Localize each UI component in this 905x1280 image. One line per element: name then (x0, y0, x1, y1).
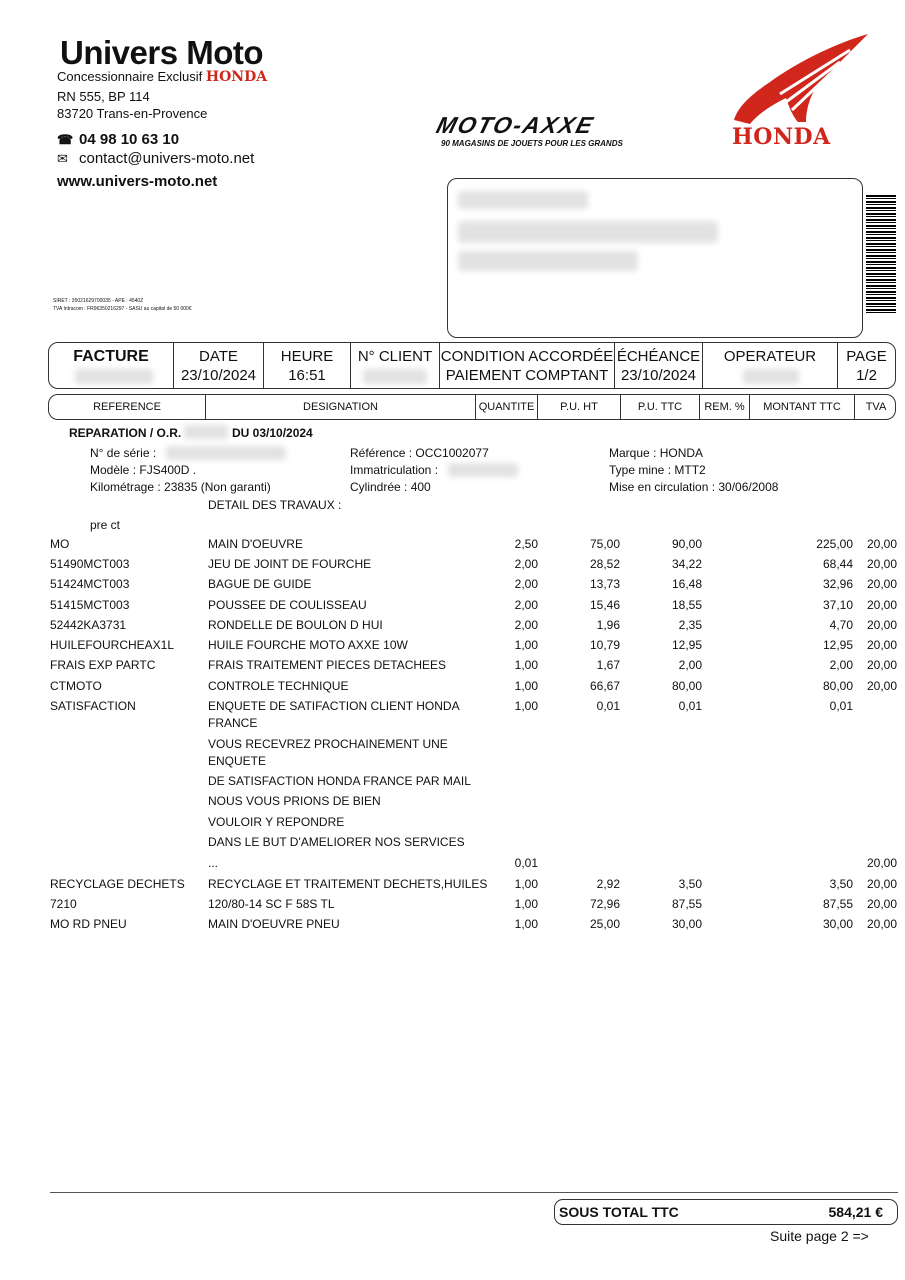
motoaxxe-tagline: 90 MAGASINS DE JOUETS POUR LES GRANDS (441, 139, 623, 148)
line-unit-price-ttc: 90,00 (671, 537, 702, 551)
date-label: DATE (199, 348, 238, 365)
line-unit-price-ttc: 30,00 (671, 917, 702, 931)
line-amount-ttc: 0,01 (829, 699, 853, 713)
line-vat: 20,00 (866, 618, 897, 632)
legal-line-2: TVA Intracom : FR96350216297 - SASU au capital de 50 000€ (53, 306, 192, 312)
mail-icon: ✉ (57, 151, 68, 166)
line-quantity: 1,00 (514, 638, 538, 652)
barcode (866, 195, 896, 315)
line-unit-price-ttc: 18,55 (671, 598, 702, 612)
redacted-name (458, 191, 588, 209)
line-designation: CONTROLE TECHNIQUE (208, 679, 349, 693)
line-item-row (0, 577, 905, 597)
line-unit-price-ht: 13,73 (589, 577, 620, 591)
col-rem: REM. % (700, 395, 750, 419)
line-reference: 51415MCT003 (50, 598, 130, 612)
email-text: contact@univers-moto.net (79, 150, 255, 167)
operateur-label: OPERATEUR (723, 348, 817, 365)
line-item-row (0, 774, 905, 794)
line-item-row (0, 598, 905, 618)
line-unit-price-ht: 72,96 (589, 897, 620, 911)
line-unit-price-ht: 15,46 (589, 598, 620, 612)
line-item-row (0, 716, 905, 736)
header-condition (440, 343, 615, 388)
line-vat: 20,00 (866, 897, 897, 911)
registration-label: Immatriculation : (350, 463, 439, 477)
line-designation: FRAIS TRAITEMENT PIECES DETACHEES (208, 658, 447, 672)
line-reference: FRAIS EXP PARTC (50, 658, 156, 672)
company-subtitle (57, 69, 267, 85)
repair-title-text: REPARATION / O.R. (69, 426, 182, 440)
line-reference: HUILEFOURCHEAX1L (50, 638, 175, 652)
line-designation: NOUS VOUS PRIONS DE BIEN (208, 794, 381, 808)
model: Modèle : FJS400D . (90, 463, 197, 477)
redacted-address-2 (458, 251, 638, 271)
line-amount-ttc: 32,96 (822, 577, 853, 591)
subtitle-brand: HONDA (205, 69, 268, 85)
motoaxxe-logo (433, 112, 717, 148)
company-email (57, 150, 254, 167)
line-designation: RONDELLE DE BOULON D HUI (208, 618, 383, 632)
repair-note: pre ct (90, 518, 121, 532)
line-amount-ttc: 37,10 (822, 598, 853, 612)
line-vat: 20,00 (866, 877, 897, 891)
subtitle-text: Concessionnaire Exclusif (57, 69, 203, 84)
line-designation: VOUS RECEVREZ PROCHAINEMENT UNE (208, 737, 448, 751)
line-reference: MO (50, 537, 70, 551)
col-montant-ttc: MONTANT TTC (750, 395, 855, 419)
col-designation: DESIGNATION (206, 395, 476, 419)
line-unit-price-ht: 1,96 (596, 618, 620, 632)
line-amount-ttc: 87,55 (822, 897, 853, 911)
line-amount-ttc: 225,00 (816, 537, 853, 551)
line-item-row (0, 638, 905, 658)
line-unit-price-ht: 25,00 (589, 917, 620, 931)
line-designation: FRANCE (208, 716, 258, 730)
line-vat: 20,00 (866, 658, 897, 672)
line-unit-price-ttc: 87,55 (671, 897, 702, 911)
line-vat: 20,00 (866, 917, 897, 931)
line-amount-ttc: 80,00 (822, 679, 853, 693)
phone-text: 04 98 10 63 10 (79, 131, 180, 148)
line-amount-ttc: 12,95 (822, 638, 853, 652)
col-pu-ttc: P.U. TTC (621, 395, 700, 419)
line-designation: JEU DE JOINT DE FOURCHE (208, 557, 372, 571)
line-item-row (0, 679, 905, 699)
line-quantity: 1,00 (514, 679, 538, 693)
line-amount-ttc: 3,50 (829, 877, 853, 891)
line-unit-price-ht: 10,79 (589, 638, 620, 652)
line-designation: RECYCLAGE ET TRAITEMENT DECHETS,HUILES (208, 877, 488, 891)
honda-brand-text: HONDA (732, 124, 831, 150)
header-client (351, 343, 440, 388)
line-quantity: 2,00 (514, 557, 538, 571)
line-amount-ttc: 30,00 (822, 917, 853, 931)
line-unit-price-ttc: 0,01 (678, 699, 702, 713)
line-item-row (0, 897, 905, 917)
legal-line-1: SIRET : 35021629700035 - APE : 4540Z (53, 298, 144, 304)
line-unit-price-ttc: 80,00 (671, 679, 702, 693)
line-quantity: 1,00 (514, 699, 538, 713)
header-date (174, 343, 264, 388)
client-label: N° CLIENT (357, 348, 433, 365)
line-vat: 20,00 (866, 598, 897, 612)
line-designation: MAIN D'OEUVRE (208, 537, 303, 551)
line-designation: MAIN D'OEUVRE PNEU (208, 917, 340, 931)
redacted-registration (448, 463, 518, 477)
header-echeance (615, 343, 703, 388)
redacted-address-1 (458, 221, 718, 243)
invoice-header (48, 342, 896, 389)
condition-label: CONDITION ACCORDÉE (440, 348, 614, 365)
column-headers (48, 394, 896, 420)
line-item-row (0, 658, 905, 678)
line-unit-price-ht: 1,67 (596, 658, 620, 672)
facture-label: FACTURE (73, 348, 149, 365)
line-designation: ENQUETE DE SATIFACTION CLIENT HONDA (208, 699, 460, 713)
col-reference: REFERENCE (49, 395, 206, 419)
line-unit-price-ttc: 12,95 (671, 638, 702, 652)
address-line-1: RN 555, BP 114 (57, 89, 150, 104)
line-vat: 20,00 (866, 537, 897, 551)
col-tva: TVA (865, 401, 887, 413)
line-designation: DANS LE BUT D'AMELIORER NOS SERVICES (208, 835, 465, 849)
heure-value: 16:51 (288, 367, 326, 384)
line-item-row (0, 815, 905, 835)
line-quantity: 2,50 (514, 537, 538, 551)
circulation-date: Mise en circulation : 30/06/2008 (609, 480, 779, 494)
line-quantity: 1,00 (514, 897, 538, 911)
line-item-row (0, 835, 905, 855)
line-reference: 52442KA3731 (50, 618, 127, 632)
line-unit-price-ttc: 3,50 (678, 877, 702, 891)
line-item-row (0, 557, 905, 577)
footer-divider (50, 1192, 898, 1193)
condition-value: PAIEMENT COMPTANT (445, 367, 609, 384)
line-item-row (0, 794, 905, 814)
line-item-row (0, 537, 905, 557)
line-unit-price-ht: 0,01 (596, 699, 620, 713)
repair-date: DU 03/10/2024 (232, 426, 313, 440)
line-designation: ... (208, 856, 219, 870)
phone-icon: ☎ (57, 132, 74, 147)
page-label: PAGE (846, 348, 887, 365)
redacted-or-number (184, 425, 228, 439)
make: Marque : HONDA (609, 446, 704, 460)
line-amount-ttc: 2,00 (829, 658, 853, 672)
line-quantity: 1,00 (514, 877, 538, 891)
line-designation: POUSSEE DE COULISSEAU (208, 598, 367, 612)
col-quantite: QUANTITE (476, 395, 538, 419)
company-phone (57, 131, 179, 148)
mileage: Kilométrage : 23835 (Non garanti) (90, 480, 271, 494)
line-item-row (0, 754, 905, 774)
line-reference: MO RD PNEU (50, 917, 127, 931)
line-vat: 20,00 (866, 557, 897, 571)
line-vat: 20,00 (866, 856, 897, 870)
line-reference: 51490MCT003 (50, 557, 130, 571)
line-reference: SATISFACTION (50, 699, 136, 713)
line-designation: BAGUE DE GUIDE (208, 577, 312, 591)
date-value: 23/10/2024 (180, 367, 257, 384)
line-reference: CTMOTO (50, 679, 102, 693)
line-unit-price-ttc: 2,00 (678, 658, 702, 672)
page-value: 1/2 (856, 367, 877, 384)
line-item-row (0, 877, 905, 897)
type-mine: Type mine : MTT2 (609, 463, 706, 477)
line-amount-ttc: 4,70 (829, 618, 853, 632)
serial-label: N° de série : (90, 446, 157, 460)
continued-note: Suite page 2 => (770, 1228, 869, 1244)
line-amount-ttc: 68,44 (822, 557, 853, 571)
company-website: www.univers-moto.net (57, 173, 218, 190)
details-label: DETAIL DES TRAVAUX : (208, 498, 342, 512)
redacted-serial (166, 446, 286, 460)
header-facture (49, 343, 174, 388)
echeance-label: ÉCHÉANCE (616, 348, 701, 365)
subtotal-box (554, 1199, 898, 1225)
repair-title (69, 426, 181, 440)
subtotal-value: 584,21 € (828, 1204, 883, 1220)
reference: Référence : OCC1002077 (350, 446, 489, 460)
line-quantity: 2,00 (514, 598, 538, 612)
redacted-client-number (363, 369, 427, 384)
line-vat: 20,00 (866, 638, 897, 652)
line-item-row (0, 856, 905, 876)
line-quantity: 1,00 (514, 658, 538, 672)
subtotal-label: SOUS TOTAL TTC (559, 1204, 679, 1220)
line-designation: HUILE FOURCHE MOTO AXXE 10W (208, 638, 408, 652)
redacted-invoice-number (75, 369, 153, 384)
line-unit-price-ttc: 2,35 (678, 618, 702, 632)
echeance-value: 23/10/2024 (620, 367, 697, 384)
line-reference: RECYCLAGE DECHETS (50, 877, 185, 891)
line-designation: VOULOIR Y REPONDRE (208, 815, 345, 829)
company-name: Univers Moto (60, 34, 264, 71)
line-vat: 20,00 (866, 679, 897, 693)
line-unit-price-ttc: 16,48 (671, 577, 702, 591)
line-quantity: 1,00 (514, 917, 538, 931)
line-item-row (0, 618, 905, 638)
line-reference: 7210 (50, 897, 77, 911)
line-designation: ENQUETE (208, 754, 267, 768)
line-quantity: 2,00 (514, 577, 538, 591)
motoaxxe-title: MOTO-AXXE (433, 112, 598, 138)
line-quantity: 0,01 (514, 856, 538, 870)
redacted-operator (743, 369, 799, 384)
line-reference: 51424MCT003 (50, 577, 130, 591)
line-designation: 120/80-14 SC F 58S TL (208, 897, 335, 911)
line-unit-price-ht: 2,92 (596, 877, 620, 891)
address-line-2: 83720 Trans-en-Provence (57, 106, 208, 121)
client-address-box (447, 178, 863, 338)
line-quantity: 2,00 (514, 618, 538, 632)
header-operateur (703, 343, 838, 388)
line-vat: 20,00 (866, 577, 897, 591)
displacement: Cylindrée : 400 (350, 480, 431, 494)
heure-label: HEURE (280, 348, 334, 365)
header-heure (264, 343, 351, 388)
col-pu-ht: P.U. HT (538, 395, 621, 419)
line-unit-price-ht: 28,52 (589, 557, 620, 571)
line-designation: DE SATISFACTION HONDA FRANCE PAR MAIL (208, 774, 471, 788)
line-unit-price-ttc: 34,22 (671, 557, 702, 571)
line-unit-price-ht: 75,00 (589, 537, 620, 551)
line-item-row (0, 917, 905, 937)
line-unit-price-ht: 66,67 (589, 679, 620, 693)
header-page (838, 343, 895, 388)
